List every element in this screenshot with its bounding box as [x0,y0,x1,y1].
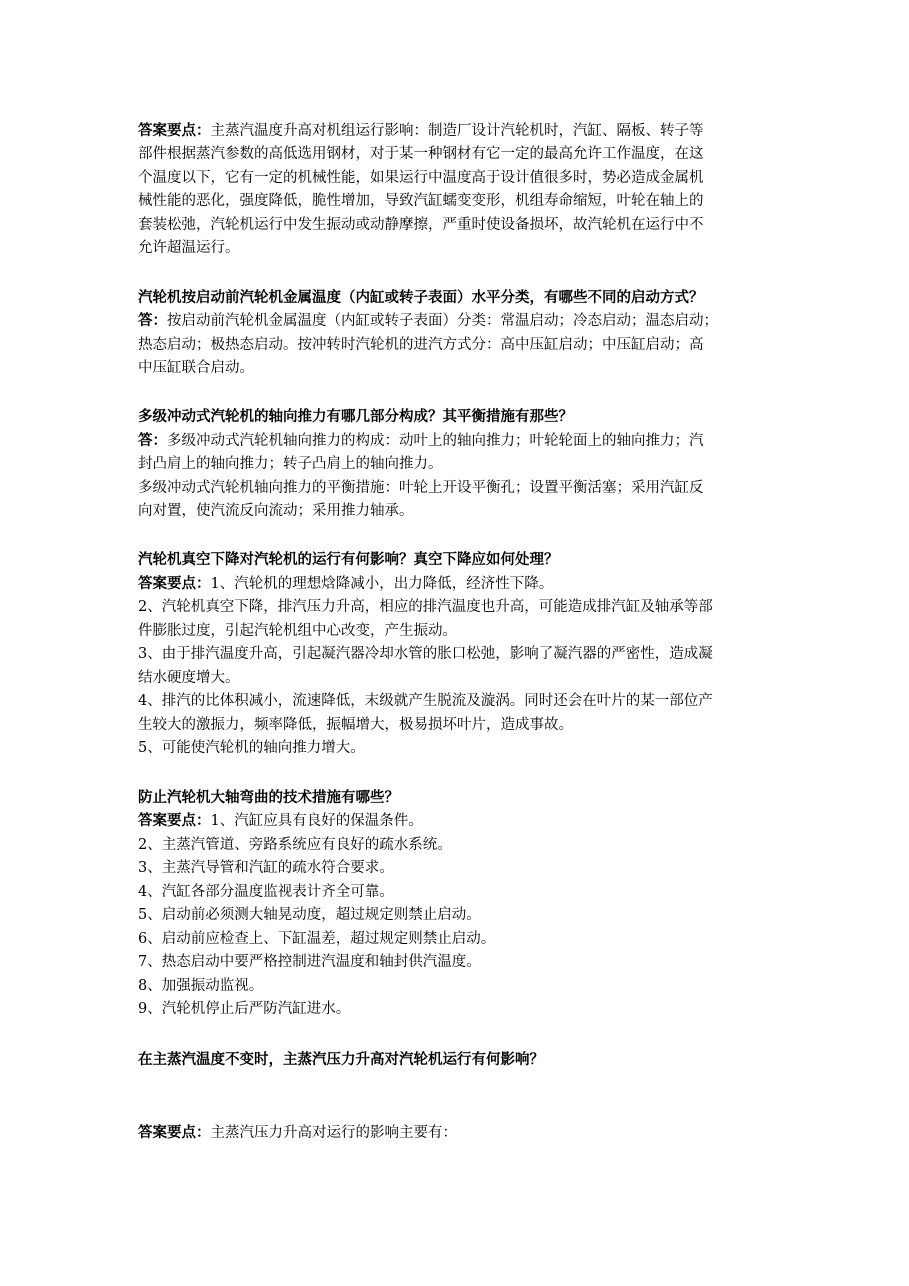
answer-text: 热态启动；极热态启动。按冲转时汽轮机的进汽方式分：高中压缸启动；中压缸启动；高 [138,337,704,353]
answer-text: 套装松弛，汽轮机运行中发生振动或动静摩擦，严重时使设备损坏，故汽轮机在运行中不 [138,217,704,233]
answer-line [138,952,481,972]
answer-label: 答： [138,312,167,329]
answer-text: 3、由于排汽温度升高，引起凝汽器冷却水管的胀口松弛，影响了凝汽器的严密性，造成凝 [138,646,713,662]
question-heading: 在主蒸汽温度不变时，主蒸汽压力升高对汽轮机运行有何影响？ [138,1051,544,1068]
answer-line [138,335,704,355]
answer-line [138,668,240,688]
answer-text: 8、加强振动监视。 [138,978,264,994]
answer-line [138,191,704,211]
answer-line [138,215,704,235]
answer-line [138,835,452,855]
answer-text: 5、可能使汽轮机的轴向推力增大。 [138,740,365,756]
answer-line [138,311,718,331]
answer-text: 械性能的恶化，强度降低，脆性增加，导致汽缸蠕变变形，机组寿命缩短，叶轮在轴上的 [138,193,704,209]
question-heading: 防止汽轮机大轴弯曲的技术措施有哪些？ [138,789,399,806]
answer-line [138,882,394,902]
answer-line [138,999,350,1019]
answer-label: 答： [138,432,167,449]
answer-text: 件膨胀过度，引起汽轮机组中心改变，产生振动。 [138,623,457,639]
answer-text: 允许超温运行。 [138,240,240,256]
answer-text: 5、启动前必须测大轴晃动度，超过规定则禁止启动。 [138,907,481,923]
answer-line [138,621,457,641]
answer-text: 封凸肩上的轴向推力；转子凸肩上的轴向推力。 [138,456,443,472]
answer-text: 个温度以下，它有一定的机械性能，如果运行中温度高于设计值很多时，势必造成金属机 [138,170,704,186]
answer-text: 1、汽缸应具有良好的保温条件。 [210,813,423,829]
answer-line [138,976,263,996]
answer-line [138,168,704,188]
answer-text: 1、汽轮机的理想焓降减小，出力降低，经济性下降。 [210,576,554,592]
question-heading: 汽轮机按启动前汽轮机金属温度（内缸或转子表面）水平分类，有哪些不同的启动方式？ [138,289,704,306]
answer-line [138,738,365,758]
answer-line [138,121,704,141]
answer-text: 4、汽缸各部分温度监视表计齐全可靠。 [138,884,394,900]
answer-text: 中压缸联合启动。 [138,360,254,376]
answer-text: 6、启动前应检查上、下缸温差，超过规定则禁止启动。 [138,931,496,947]
answer-text: 9、汽轮机停止后严防汽缸进水。 [138,1001,351,1017]
answer-line [138,644,713,664]
answer-line [138,597,713,617]
answer-text: 主蒸汽压力升高对运行的影响主要有： [210,1125,457,1141]
answer-line [138,811,423,831]
answer-label: 答案要点： [138,812,211,829]
answer-text: 2、汽轮机真空下降，排汽压力升高，相应的排汽温度也升高，可能造成排汽缸及轴承等部 [138,599,713,615]
answer-line [138,715,573,735]
answer-text: 多级冲动式汽轮机轴向推力的平衡措施：叶轮上开设平衡孔；设置平衡活塞；采用汽缸反 [138,480,704,496]
answer-text: 结水硬度增大。 [138,670,240,686]
question-heading: 汽轮机真空下降对汽轮机的运行有何影响？真空下降应如何处理？ [138,551,559,568]
answer-line [138,358,254,378]
answer-label: 答案要点： [138,122,211,139]
answer-line [138,478,704,498]
answer-line [138,929,495,949]
answer-text: 向对置，使汽流反向流动；采用推力轴承。 [138,503,414,519]
answer-line [138,905,481,925]
answer-text: 多级冲动式汽轮机轴向推力的构成：动叶上的轴向推力；叶轮轮面上的轴向推力；汽 [167,433,704,449]
answer-text: 7、热态启动中要严格控制进汽温度和轴封供汽温度。 [138,954,481,970]
answer-line [138,691,713,711]
question-heading: 多级冲动式汽轮机的轴向推力有哪几部分构成？其平衡措施有那些？ [138,408,573,425]
answer-line [138,238,240,258]
answer-text: 主蒸汽温度升高对机组运行影响：制造厂设计汽轮机时，汽缸、隔板、转子等 [210,123,704,139]
answer-label: 答案要点： [138,575,211,592]
answer-line [138,858,394,878]
answer-text: 2、主蒸汽管道、旁路系统应有良好的疏水系统。 [138,837,452,853]
answer-text: 3、主蒸汽导管和汽缸的疏水符合要求。 [138,860,394,876]
answer-line [138,454,443,474]
answer-text: 按启动前汽轮机金属温度（内缸或转子表面）分类：常温启动；冷态启动；温态启动； [167,313,718,329]
answer-line [138,144,704,164]
answer-line [138,1123,457,1143]
answer-text: 4、排汽的比体积减小，流速降低，末级就产生脱流及漩涡。同时还会在叶片的某一部位产 [138,693,713,709]
answer-label: 答案要点： [138,1124,211,1141]
answer-line [138,574,553,594]
answer-line [138,431,704,451]
answer-text: 部件根据蒸汽参数的高低选用钢材，对于某一种钢材有它一定的最高允许工作温度，在这 [138,146,704,162]
answer-line [138,501,414,521]
answer-text: 生较大的激振力，频率降低，振幅增大，极易损坏叶片，造成事故。 [138,717,573,733]
